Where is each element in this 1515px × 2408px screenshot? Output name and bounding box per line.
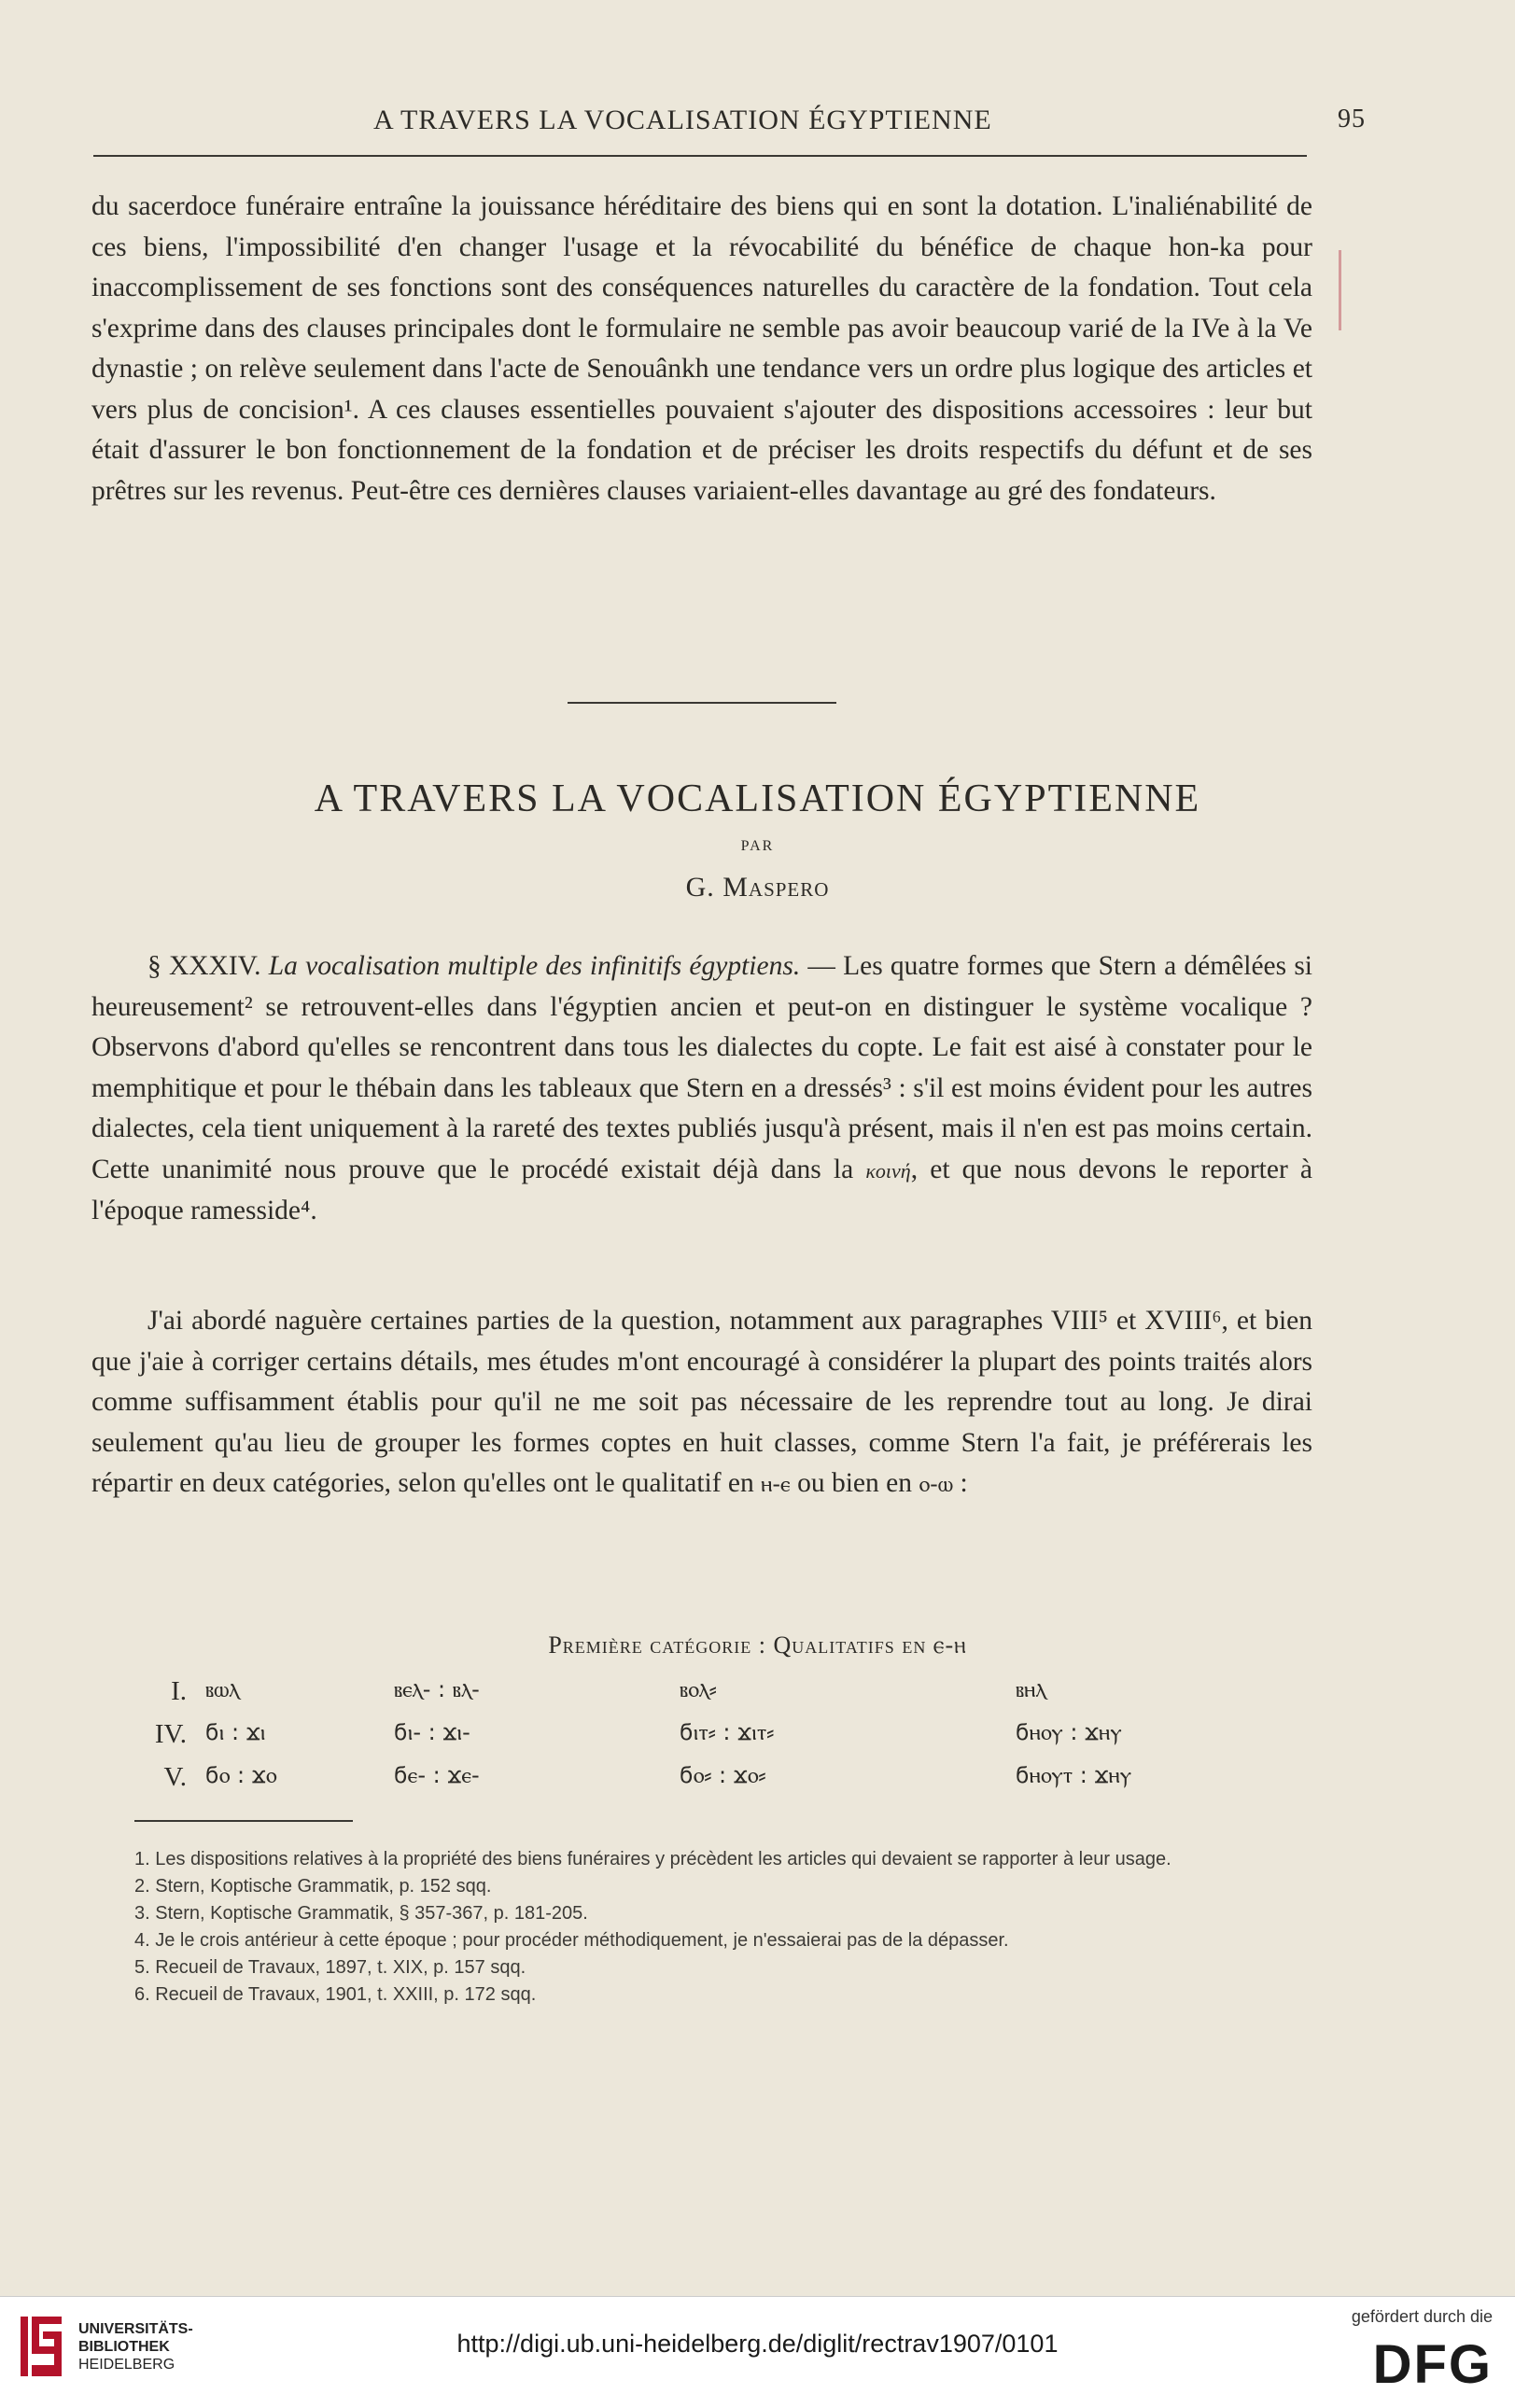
paragraph-3-end: : [953,1468,968,1498]
table-cell: ϭⲓ : ϫⲓ [205,1719,266,1745]
article-title: A TRAVERS LA VOCALISATION ÉGYPTIENNE [314,777,1201,820]
footnote-2: 2. Stern, Koptische Grammatik, p. 152 sqq. [134,1876,492,1897]
coptic-form-1: ⲏ-ⲉ [761,1471,791,1497]
by-line-par: PAR [740,838,775,854]
table-cell: ϭⲓⲧ⸗ : ϫⲓⲧ⸗ [680,1719,775,1745]
library-name-line-2: BIBLIOTHEK [78,2339,170,2355]
footnote-3: 3. Stern, Koptische Grammatik, § 357-367, p. 181-205. [134,1903,588,1924]
footnote-6: 6. Recueil de Travaux, 1901, t. XXIII, p. 172 sqq. [134,1984,537,2005]
footnote-4: 4. Je le crois antérieur à cette époque ; pour procéder méthodiquement, je n'essaierai pas de la dépasser. [134,1930,1009,1951]
table-cell: ϭⲉ- : ϫⲉ- [394,1762,480,1788]
footnote-1: 1. Les dispositions relatives à la propriété des biens funéraires y précèdent les articles qui devaient se rapporter à leur usage. [134,1849,1171,1869]
article-author: G. Maspero [685,872,830,903]
table-caption: Première catégorie : Qualitatifs en ⲉ-ⲏ [548,1631,967,1659]
dfg-logo[interactable]: DFG [1372,2334,1493,2395]
paragraph-2-text: — Les quatre formes que Stern a démêlées si heureusement² se retrouvent-elles dans l'égyptien ancien et peut-on en distinguer le système vocalique ? Observons d'abord qu'elles se rencontrent dans tous les dialectes du copte. Le fait est aisé à constater pour le memphitique et pour le thébain dans les tableaux que Stern en a dressés³ : s'il est moins évident pour les autres dialectes, cela tient uniquement à la rareté des textes publiés jusqu'à présent, mais il n'en est pas moins certain. Cette unanimité nous prouve que le procédé existait déjà dans la [91,951,1312,1184]
running-head-title: A TRAVERS LA VOCALISATION ÉGYPTIENNE [373,105,992,135]
library-name-line-1: UNIVERSITÄTS- [78,2321,193,2337]
table-row [131,1762,1326,1805]
paragraph-2-end: , et que nous devons le reporter à l'époque ramesside⁴. [91,1154,1312,1225]
paragraph-1-text: du sacerdoce funéraire entraîne la jouissance héréditaire des biens qui en sont la dotation. L'inaliénabilité de ces biens, l'impossibilité d'en changer l'usage et la révocabilité du bénéfice de chaque hon-ka pour inaccomplissement de ses fonctions sont des conséquences naturelles du caractère de la fondation. Tout cela s'exprime dans des clauses principales dont le formulaire ne semble pas avoir beaucoup varié de la IVe à la Ve dynastie ; on relève seulement dans l'acte de Senouânkh une tendance vers un ordre plus logique des articles et vers plus de concision¹. A ces clauses essentielles pouvaient s'ajouter des dispositions accessoires : leur but était d'assurer le bon fonctionnement de la fondation et de préciser les droits respectifs du défunt et de ses prêtres sur les revenus. Peut-être ces dernières clauses variaient-elles davantage au gré des fondateurs. [91,191,1312,506]
running-head [93,105,1366,147]
row-number: IV. [154,1719,187,1749]
coptic-form-2: ⲟ-ⲱ [919,1471,954,1497]
header-rule [93,155,1307,157]
row-number: V. [163,1762,187,1792]
table-cell: ϭⲟ⸗ : ϫⲟ⸗ [680,1762,766,1788]
paragraph-1 [91,187,1312,511]
section-number: § XXXIV. [147,951,261,981]
section-title: La vocalisation multiple des infinitifs égyptiens. [268,951,801,981]
row-number: I. [171,1676,187,1706]
vocalisation-table [131,1676,1326,1805]
paragraph-3-mid: ou bien en [790,1468,919,1498]
paragraph-3-text: J'ai abordé naguère certaines parties de la question, notamment aux paragraphes VIII⁵ et XVIII⁶, et bien que j'aie à corriger certains détails, mes études m'ont encouragé à considérer la plupart des points traités alors comme suffisamment établis pour qu'il ne me soit pas nécessaire de les reprendre tout au long. Je dirai seulement qu'au lieu de grouper les formes coptes en huit classes, comme Stern l'a fait, je préférerais les répartir en deux catégories, selon qu'elles ont le qualitatif en [91,1306,1312,1498]
page-number: 95 [1338,105,1366,133]
table-cell: ⲃⲉⲗ- : ⲃⲗ- [394,1676,480,1702]
table-row [131,1676,1326,1719]
table-cell: ϭⲏⲟⲩ : ϫⲏⲩ [1016,1719,1122,1745]
permalink-url[interactable]: http://digi.ub.uni-heidelberg.de/diglit/rectrav1907/0101 [456,2330,1059,2358]
footnote-rule [134,1820,353,1822]
paragraph-3 [91,1301,1312,1505]
table-row [131,1719,1326,1762]
table-cell: ϭⲏⲟⲩⲧ : ϫⲏⲩ [1016,1762,1132,1788]
greek-word: κοινή [865,1158,911,1183]
table-cell: ⲃⲟⲗ⸗ [680,1676,717,1702]
table-cell: ϭⲟ : ϫⲟ [205,1762,277,1788]
table-cell: ϭⲓ- : ϫⲓ- [394,1719,470,1745]
section-divider [568,702,836,704]
footnote-5: 5. Recueil de Travaux, 1897, t. XIX, p. 157 sqq. [134,1957,526,1978]
paragraph-2 [91,946,1312,1232]
library-name-line-3: HEIDELBERG [78,2357,175,2373]
table-cell: ⲃⲱⲗ [205,1676,240,1702]
table-cell: ⲃⲏⲗ [1016,1676,1046,1702]
funded-by-label: gefördert durch die [1351,2307,1493,2326]
footnotes [134,1846,1312,2009]
margin-mark [1339,250,1341,330]
